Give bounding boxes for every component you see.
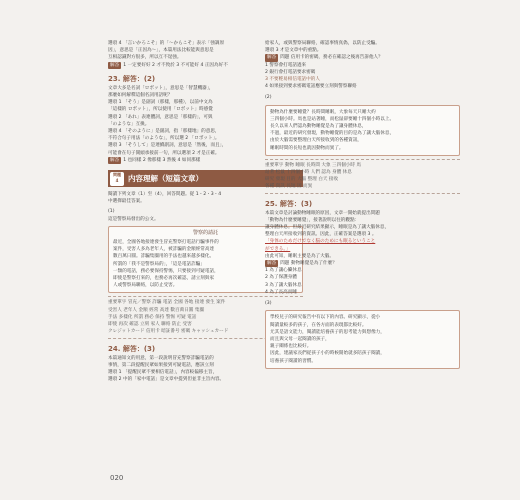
text-line: 文章大多是名詞「ロボット」，意思是「智慧機器」， <box>108 85 214 91</box>
quoted-line: 「身体のためだけでなく脳のためにも眠るということ <box>265 239 376 245</box>
tag-label: 解答 <box>110 157 120 163</box>
vocab-line: 即使 再次 確認 立刻 家人 聯絡 防止 受害 <box>108 322 192 328</box>
text-line: 讓身體休息。但最近研究結果顯示，睡眠是為了讓大腦休息， <box>265 225 390 231</box>
tag-text: 1 也同樣 2 像那樣 3 然後 4 如同那樣 <box>123 157 201 163</box>
text-line: 選項 1 「そう」是副詞（那樣，那種），以前中文為 <box>108 100 213 106</box>
passage-line: 學校兒子的研究報告中有以下的內容。研究顯示，從小 <box>270 315 381 321</box>
vocab-line: 受害人 老年人 金額 經常 高達 數百萬日圓 集團 <box>108 307 205 313</box>
passage-box <box>265 105 460 156</box>
vocab-line: 研究 發現 目的 大腦 整理 白天 接收 <box>265 177 339 183</box>
passage-line: 數百萬日圓。詐騙集團用的手法也越來越多樣化。 <box>113 254 215 260</box>
tag-question: 問題 信用卡的密碼，務必在確認之後再告訴他人？ <box>280 55 383 61</box>
part-note: 這是警察局發出的公文。 <box>108 216 159 222</box>
option-line: 1 為了讓心臟休息 <box>265 268 302 274</box>
passage-line: 案件，受害人多為老年人，被詐騙的金額經常高達 <box>113 247 215 253</box>
text-line: 「のような」互換。 <box>108 121 150 127</box>
text-line: 互相認識對方很多，所以互不逞強。 <box>108 55 182 61</box>
tag-label: 解答 <box>110 62 120 68</box>
text-line: 給家人，或與警察局聯絡，確認事情真偽，以防止受騙。 <box>265 41 380 46</box>
passage-box <box>265 310 460 368</box>
text-line: 選項 4 「そのように」是副詞，指「那樣地」的意思， <box>108 129 220 135</box>
text-line: 「這樣的 ロボット」，所以使用「ロボット」時感覺 <box>108 107 213 113</box>
text-line: 選項 2 中的「家中電話」是文章中提到但並非主旨內容。 <box>108 377 225 383</box>
instruction-line: 閱讀下列文章（1）至（4），回答問題。從 1・2・3・4 <box>108 192 222 198</box>
text-line: 本篇文章是討論動物睡眠的原因，文章一開始就提出問題 <box>265 210 380 216</box>
section-badge <box>110 172 124 186</box>
vocab-line: 重要單字 冒充／警察 詐騙 電話 全國 各地 接連 發生 案件 <box>108 300 226 306</box>
passage-title: 警察的請託 <box>192 229 218 236</box>
option-line: 3 為了讓大腦休息 <box>265 282 302 288</box>
tag-line <box>265 260 460 267</box>
passage-line: 由於大腦需要整理白天所接收到的各種資訊， <box>270 138 362 144</box>
section-badge-label: 問題 <box>113 171 121 177</box>
passage-line: 親子關係也比較好。 <box>270 344 312 350</box>
text-line: 整理白天所接收到的資訊。因此，正確答案是選項 3 。 <box>265 232 377 238</box>
part-label: (1) <box>108 209 115 215</box>
passage-line: 動物為什麼要睡覺？長時間睡眠，大象每天只睡大約 <box>270 109 376 115</box>
vocab-line: 站著 松鼠 十四個小時 人們 認為 身體 休息 <box>265 170 352 176</box>
text-line: 選項 3 「そうして」是連續副詞，意思是「然後，而且」， <box>108 143 227 149</box>
text-line: 本篇通知文的用意，第一段說明冒充警察詐騙電話的 <box>108 355 214 361</box>
right-column <box>265 40 460 372</box>
option-line: 2 為了保護身體 <box>265 275 297 281</box>
passage-line: 而且與父母一起閱讀的孩子， <box>270 336 330 342</box>
passage-line: 長久以來人們認為動物睡覺是為了讓身體休息， <box>270 124 367 130</box>
q23-heading: 23. 解答：(2) <box>108 74 156 83</box>
passage-line: 尤其是語文能力，閱讀能培養孩子的思考能力與想像力， <box>270 329 385 335</box>
tag-label: 解答 <box>267 261 277 267</box>
text-line: 選項 1 「提醒民眾不要相信電話」，內容較偏移主旨， <box>108 369 218 375</box>
passage-line: 培養孩子閱讀的習慣。 <box>270 358 316 364</box>
text-line: 選項 2 「あれ」表連體詞，意思是「那樣的」，可與 <box>108 114 213 120</box>
passage-line: 所謂的「我不是警察局的」，「這是電話詐騙」 <box>113 261 205 267</box>
passage-line: 最近，全國各地接連發生冒充警察打電話行騙事件的 <box>113 240 219 246</box>
passage-line: 不過，最近的研究發現，動物睡覺的目的是為了讓大腦休息， <box>270 131 395 137</box>
passage-line: 因此，建議家長們從孩子小的時候開始就多陪孩子閱讀， <box>270 351 385 357</box>
section-title: 内容理解（短篇文章） <box>128 173 203 183</box>
option-line: 2 銀行會打電話要求密碼 <box>265 69 316 75</box>
vocab-line: 重要單字 動物 睡眠 長時間 大象 三四個小時 馬 <box>265 162 362 168</box>
tag-text: 1 一定要好好 2 才不致於 3 不可能好 4 正因為好不 <box>123 62 228 68</box>
q24-heading: 24. 解答：(3) <box>108 344 156 353</box>
option-line: 4 如果接到要求密碼電話應要立刻與警察聯絡 <box>265 84 357 90</box>
part-label: (2) <box>265 95 272 101</box>
option-line: 1 警察會打電話過來 <box>265 62 307 68</box>
part-label: (3) <box>265 301 272 307</box>
option-line: 4 為了長高而睡 <box>265 289 297 295</box>
text-line: 不符合句子用法「のような」，所以選 2 「ロボット」。 <box>108 136 220 142</box>
tag-line <box>265 54 460 61</box>
q25-heading: 25. 解答：(3) <box>265 199 313 208</box>
passage-line: 睡眠時間的長短也就因動物而異了。 <box>270 145 344 151</box>
text-line: 選項 4 「言いかろこそ」的「～からこそ」表示「強調原 <box>108 41 225 46</box>
passage-line: 人或警察局聯絡，以防止受害。 <box>113 283 178 289</box>
passage-line: 三四個小時。馬也是站著睡，而松鼠卻要睡十四個小時以上。 <box>270 116 395 122</box>
option-line: 3 不要輕易相信電話中的人 <box>265 77 320 83</box>
vocab-list <box>265 159 460 194</box>
text-line: 事情，第二段提醒民眾如果接到可疑電話，應該立刻 <box>108 362 214 368</box>
tag-question: 問題 動物睡覺是為了什麼？ <box>280 261 337 267</box>
page-number: 020 <box>110 474 124 482</box>
text-line: 可能會在句子開頭承接前一句，所以選項 2 才是正確。 <box>108 150 220 156</box>
text-line: 那麼如何解釋這個名詞用語呢？ <box>108 93 173 99</box>
vocab-line: クレジットカード 信用卡 暗証番号 密碼 キャッシュカード <box>108 329 229 335</box>
instruction-line: 中選擇最佳答案。 <box>108 199 145 205</box>
quoted-line: ができる。」 <box>265 246 291 252</box>
passage-line: 閱讀量較多的孩子，在各方面的表現都比較好。 <box>270 322 367 328</box>
vocab-line: 各種 資訊 長短 因 而異 <box>265 184 313 190</box>
passage-line: 一類的電話，務必要保持警惕，只要接到可疑電話， <box>113 268 219 274</box>
text-line: 選項 3 才是文章中的重點。 <box>265 48 322 54</box>
tag-label: 解答 <box>267 55 277 61</box>
passage-line: 即使是警察打來的，也務必再次確認，請立刻與家 <box>113 276 215 282</box>
text-line: 「動物為什麼要睡覺」，接著說明以往的觀點： <box>265 217 360 223</box>
text-line: 因」，意思是「正因為～」，本篇用法比較能與意思是 <box>108 48 214 54</box>
section-badge-number: 4 <box>115 177 119 183</box>
vocab-line: 手法 多樣化 所謂 務必 保持 警惕 可疑 電話 <box>108 314 197 320</box>
text-line: 由此可知，睡眠主要是為了大腦。 <box>265 253 334 259</box>
